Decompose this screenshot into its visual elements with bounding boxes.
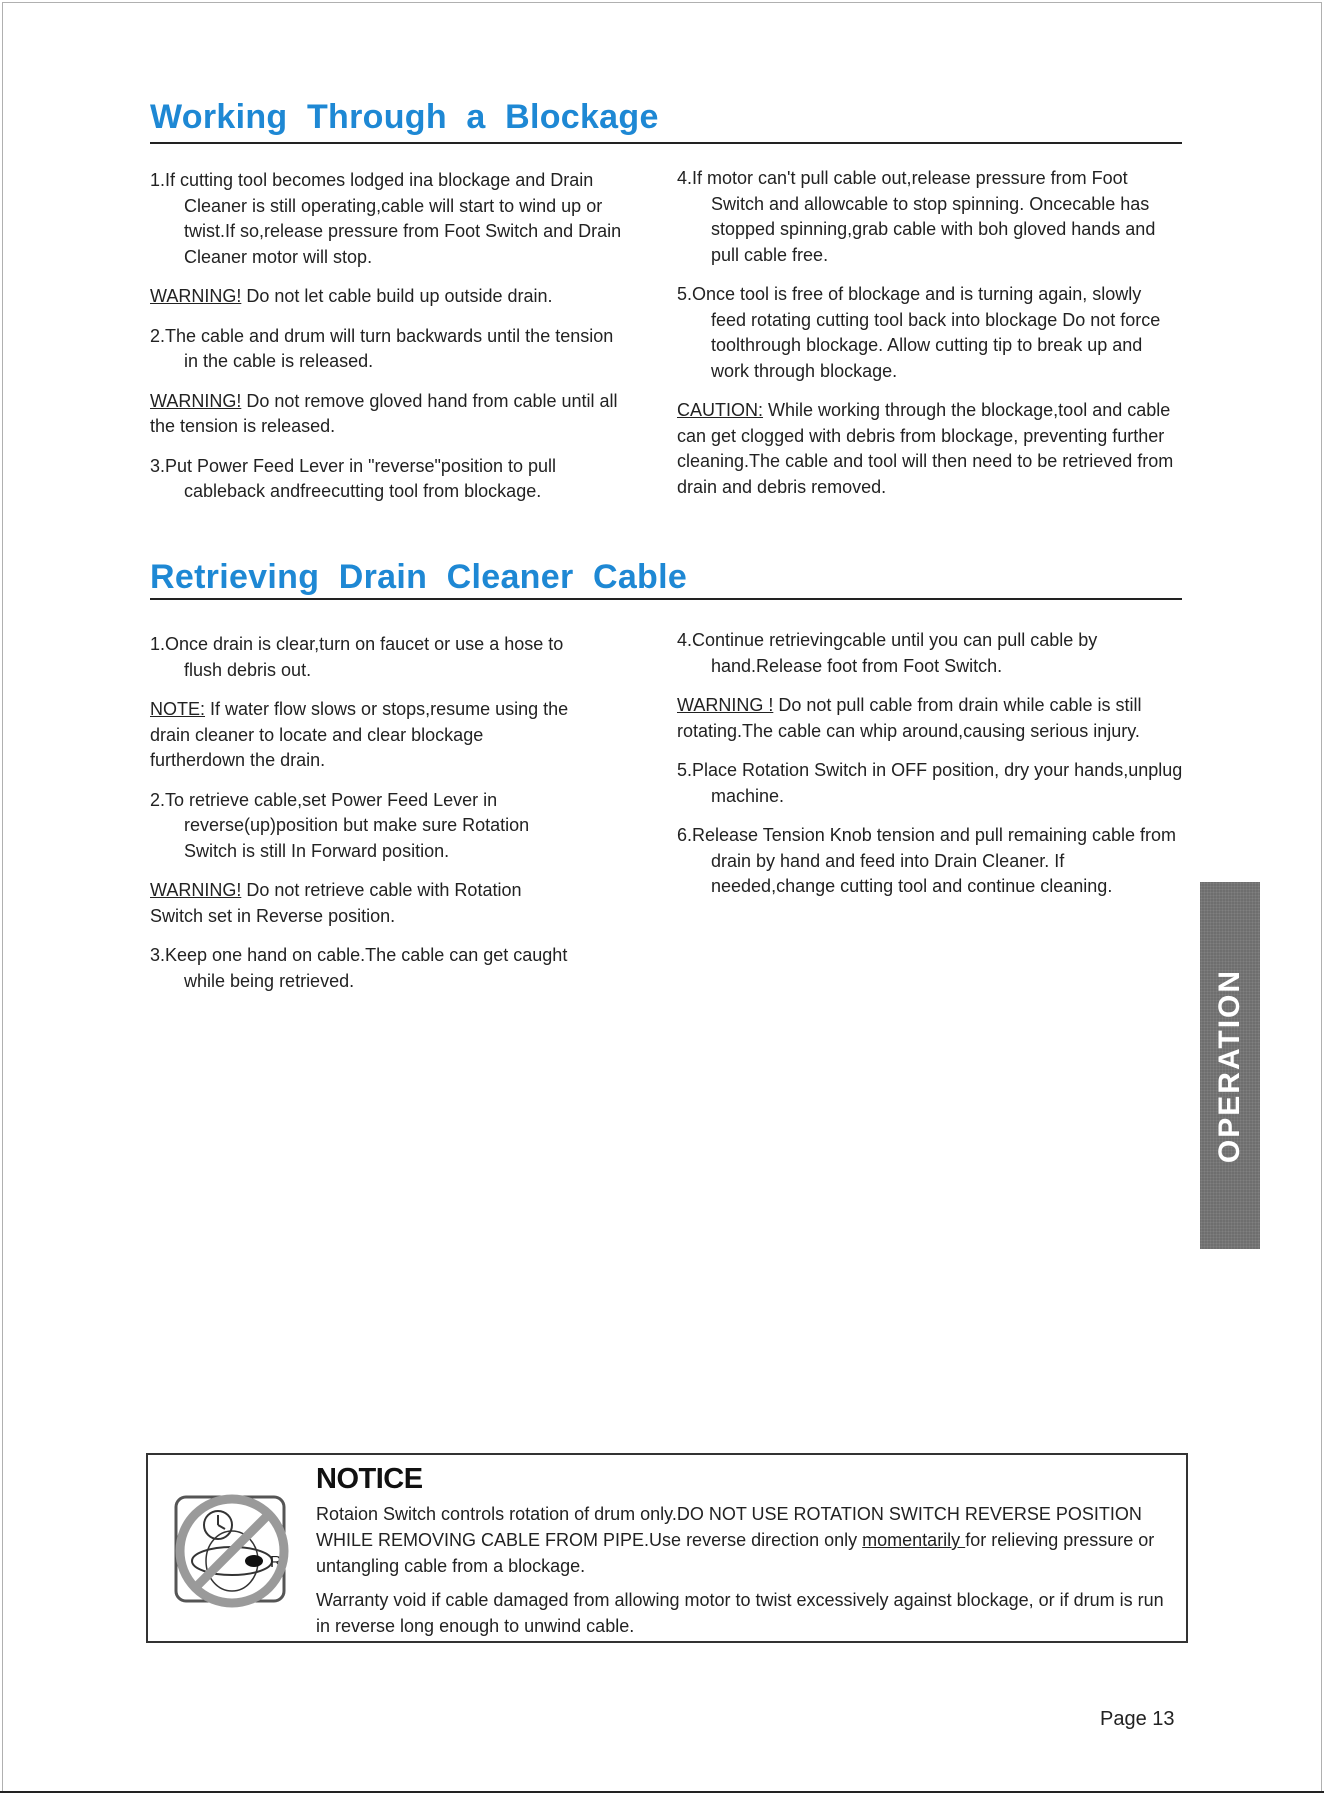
step-3: 3.Keep one hand on cable.The cable can get caught while being retrieved. (150, 945, 568, 991)
operation-side-tab (1200, 882, 1260, 1249)
no-reverse-rotation-icon (168, 1487, 292, 1611)
step-2: 2.To retrieve cable,set Power Feed Lever in reverse(up)position but make sure Rotation Switch is still In Forward position. (150, 789, 530, 861)
step-5: 5.Once tool is free of blockage and is turning again, slowly feed rotating cutting tool back into blockage Do not force toolthrough blockage. Allow cutting tip to break up and work through blockage. (677, 284, 1161, 381)
step-6: 6.Release Tension Knob tension and pull remaining cable from drain by hand and feed into Drain Cleaner. If needed,change cutting tool and continue cleaning. (677, 825, 1176, 896)
icon-letter: R (270, 1554, 282, 1571)
bottom-edge-line (0, 1791, 1324, 1793)
warning-text: Do not let cable build up outside drain. (241, 286, 553, 306)
notice-paragraph-1 (316, 1501, 1178, 1579)
section-title-retrieving-cable: Retrieving Drain Cleaner Cable (150, 558, 688, 596)
section1-left-column (150, 168, 630, 519)
note-label: NOTE: (150, 699, 206, 719)
warning-label: WARNING! (150, 390, 242, 411)
side-tab-label: OPERATION (1213, 968, 1246, 1163)
caution-label: CAUTION: (677, 400, 764, 420)
warning-text: Do not remove gloved hand from cable until all the tension is released. (150, 390, 618, 436)
notice-box (146, 1453, 1188, 1643)
section-rule (150, 598, 1182, 600)
warning-text: Do not retrieve cable with Rotation Switch set in Reverse position. (150, 880, 522, 926)
step-2: 2.The cable and drum will turn backwards until the tension in the cable is released. (150, 325, 614, 371)
step-1: 1.If cutting tool becomes lodged ina blockage and Drain Cleaner is still operating,cable will start to wind up or twist.If so,release pressure from Foot Switch and Drain Cleaner motor will stop. (150, 170, 622, 267)
notice-text (316, 1501, 1178, 1647)
warning-label: WARNING ! (677, 695, 774, 715)
notice-title: NOTICE (316, 1463, 423, 1495)
note (150, 697, 570, 774)
step-4: 4.If motor can't pull cable out,release pressure from Foot Switch and allowcable to stop spinning. Oncecable has stopped spinning,grab cable with boh gloved hands and pull cable free. (677, 168, 1156, 265)
section2-right-column (677, 628, 1187, 914)
section2-left-column (150, 632, 570, 1008)
notice-text-a: Rotaion Switch controls rotation of drum only.DO NOT USE ROTATION SWITCH REVERSE POSITION WHILE REMOVING CABLE FROM PIPE.Use reverse direction only (316, 1504, 1142, 1550)
notice-paragraph-2: Warranty void if cable damaged from allowing motor to twist excessively against blockage, or if drum is run in reverse long enough to unwind cable. (316, 1590, 1164, 1636)
caution-text: While working through the blockage,tool and cable can get clogged with debris from blockage, preventing further cleaning.The cable and tool will then need to be retrieved from drain and debris removed. (677, 400, 1174, 497)
step-3: 3.Put Power Feed Lever in "reverse"position to pull cableback andfreecutting tool from blockage. (150, 455, 556, 501)
warning-label: WARNING! (150, 880, 242, 900)
step-4: 4.Continue retrievingcable until you can pull cable by hand.Release foot from Foot Switch. (677, 630, 1098, 676)
section-rule (150, 142, 1182, 144)
section-title-working-through-blockage: Working Through a Blockage (150, 98, 659, 136)
warning-reverse (150, 878, 570, 929)
warning-text: Do not pull cable from drain while cable is still rotating.The cable can whip around,causing serious injury. (677, 695, 1142, 741)
notice-text-b: for relieving pressure or untangling cable from a blockage. (316, 1530, 1155, 1576)
caution-note (677, 398, 1177, 500)
step-1: 1.Once drain is clear,turn on faucet or use a hose to flush debris out. (150, 634, 564, 680)
step-5: 5.Place Rotation Switch in OFF position, dry your hands,unplug machine. (677, 760, 1183, 806)
warning-label: WARNING! (150, 286, 242, 306)
warning-build-up (150, 284, 630, 310)
note-text: If water flow slows or stops,resume using the drain cleaner to locate and clear blockage furtherdown the drain. (150, 699, 569, 770)
warning-gloved-hand (150, 389, 630, 440)
warning-rotating (677, 693, 1187, 744)
section1-right-column (677, 166, 1177, 514)
page-number: Page 13 (1100, 1708, 1175, 1730)
notice-emphasis: momentarily (862, 1530, 966, 1550)
